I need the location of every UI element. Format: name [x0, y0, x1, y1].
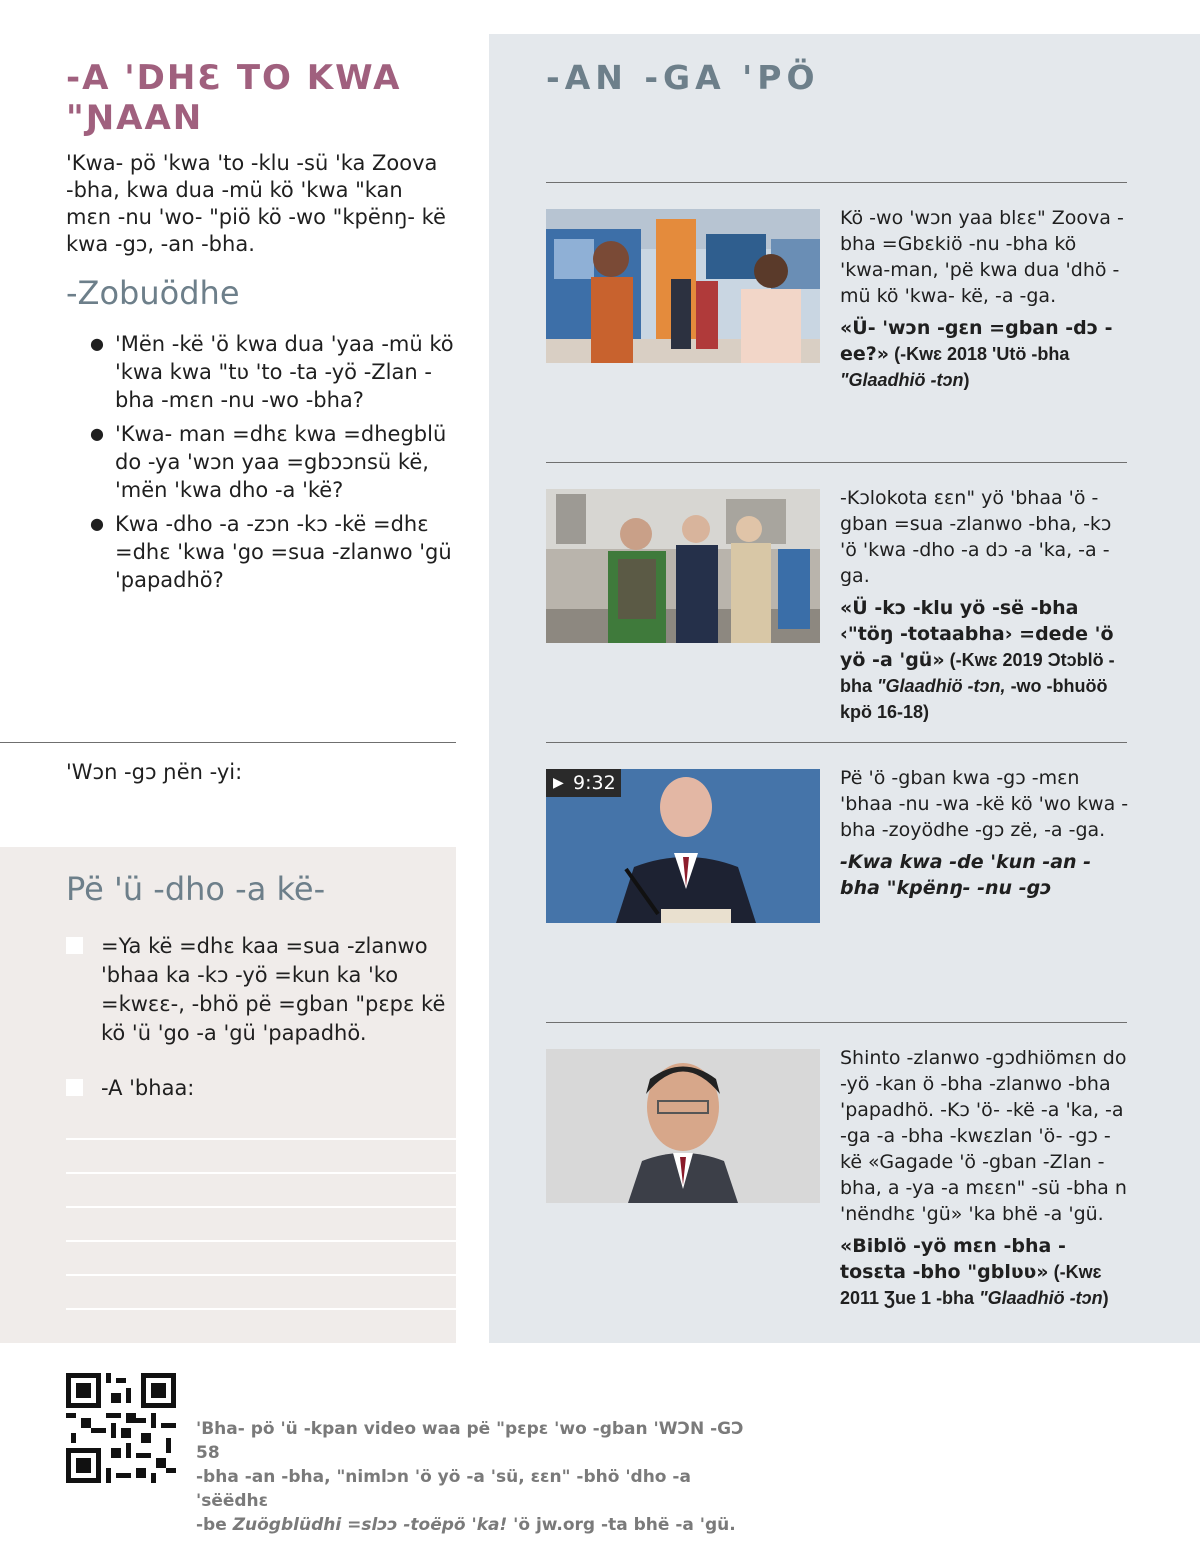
article-title[interactable]: «Biblö -yö mɛn -bha -tosɛta -bho "gblʋʋ» [840, 1235, 1066, 1283]
question-item: ● 'Kwa- man =dhɛ kwa =dhegblü do -ya 'wɔn yaa =gbɔɔnsü kë, 'mën 'kwa dho -a 'kë? [90, 420, 455, 504]
divider [546, 1022, 1127, 1023]
questions-heading: -Zobuödhe [66, 274, 240, 312]
video-description: Pë 'ö -gban kwa -gɔ -mɛn 'bhaa -nu -wa -kë kö 'wo kwa -bha -zoyödhe -gɔ zë, -a -ga. [840, 767, 1129, 841]
article-description: -Kɔlokota ɛɛn" yö 'bhaa 'ö -gban =sua -zlanwo -bha, -kɔ 'ö 'kwa -dho -a dɔ -a 'ka, -a -ga. [840, 487, 1112, 587]
article-title[interactable]: «Ü -kɔ -klu yö -së -bha ‹"töŋ -totaabha› =dede 'ö yö -a 'gü» [840, 597, 1114, 671]
writing-line[interactable] [66, 1274, 456, 1276]
page-title: -A 'DHƐ TO KWA "ƝAAN [66, 58, 402, 138]
article-reference[interactable]: «Biblö -yö mɛn -bha -tosɛta -bho "gblʋʋ» (-Kwɛ 2011 Ʒue 1 -bha "Glaadhiö -tɔn) [840, 1235, 1109, 1308]
article-thumbnail-street[interactable] [546, 489, 820, 643]
video-thumbnail[interactable] [546, 769, 820, 923]
checklist-text: -A 'bhaa: [101, 1076, 195, 1100]
video-title[interactable]: -Kwa kwa -de 'kun -an -bha "kpënŋ- -nu -gɔ [840, 851, 1092, 899]
article-title[interactable]: «Ü- 'wɔn -gɛn =gban -dɔ -ee?» [840, 317, 1113, 365]
qr-code[interactable] [66, 1373, 176, 1483]
question-item: ● Kwa -dho -a -zɔn -kɔ -kë =dhɛ =dhɛ 'kwa 'go =sua -zlanwo 'gü 'papadhö? [90, 510, 455, 594]
checklist-text: =Ya kë =dhɛ kaa =sua -zlanwo 'bhaa ka -kɔ -yö =kun ka 'ko =kwɛɛ-, -bhö pë =gban "pɛpɛ kë kö 'ü 'go -a 'gü 'papadhö. [101, 934, 446, 1045]
article-description: Kö -wo 'wɔn yaa blɛɛ" Zoova -bha =Gbɛkiö -nu -bha kö 'kwa-man, 'pë kwa dua 'dhö -mü kö 'kwa- kë, -a -ga. [840, 207, 1124, 307]
notes-label: 'Wɔn -gɔ ɲën -yi: [66, 760, 243, 784]
article-item [840, 485, 1130, 725]
article-description: Shinto -zlanwo -gɔdhiömɛn do -yö -kan ö -bha -zlanwo -bha 'papadhö. -Kɔ 'ö- -kë -a 'ka, -a -ga -a -bha -kwɛzlan 'ö- -gɔ -kë «Gagade 'ö -gban -Zlan -bha, a -ya -a mɛɛn" -sü -bha n 'nëndhɛ 'gü» 'ka bhë -a 'gü. [840, 1047, 1127, 1225]
writing-line[interactable] [66, 1308, 456, 1310]
intro-paragraph: 'Kwa- pö 'kwa 'to -klu -sü 'ka Zoova -bha, kwa dua -mü kö 'kwa "kan mɛn -nu 'wo- "piö kö -wo "kpënŋ- kë kwa -gɔ, -an -bha. [66, 151, 446, 256]
footer-book-title: Zuögblüdhi =slɔɔ -toëpö 'ka! [232, 1515, 508, 1535]
article-thumbnail-portrait[interactable] [546, 1049, 820, 1203]
article-reference[interactable]: «Ü -kɔ -klu yö -së -bha ‹"töŋ -totaabha› =dede 'ö yö -a 'gü» (-Kwɛ 2019 Ɔtɔblö -bha "Glaadhiö -tɔn, -wo -bhuöö kpö 16-18) [840, 597, 1115, 722]
video-item [840, 765, 1130, 901]
writing-line[interactable] [66, 1138, 456, 1140]
article-reference[interactable]: «Ü- 'wɔn -gɛn =gban -dɔ -ee?» (-Kwɛ 2018 'Utö -bha "Glaadhiö -tɔn) [840, 317, 1113, 390]
video-duration: 9:32 [573, 772, 616, 794]
article-thumbnail-mall[interactable] [546, 209, 820, 363]
questions-list [90, 330, 455, 600]
divider [546, 742, 1127, 743]
video-duration-badge [546, 769, 621, 797]
divider [546, 182, 1127, 183]
writing-line[interactable] [66, 1206, 456, 1208]
writing-line[interactable] [66, 1172, 456, 1174]
play-icon: ▶ [553, 775, 564, 791]
checkbox[interactable] [66, 937, 83, 954]
checklist-item [66, 1074, 451, 1103]
explore-more-heading: -AN -GA 'PÖ [546, 58, 820, 97]
article-item [840, 205, 1130, 393]
divider [0, 742, 456, 743]
article-item [840, 1045, 1130, 1311]
footer-note: 'Bha- pö 'ü -kpan video waa pë "pɛpɛ 'wo -gban 'WƆN -GƆ 58 -bha -an -bha, "nimlɔn 'ö yö -a 'sü, ɛɛn" -bhö 'dho -a 'sëëdhɛ -be Zuögblüdhi =slɔɔ -toëpö 'ka! 'ö jw.org -ta bhë -a 'gü. [196, 1419, 744, 1535]
try-heading: Pë 'ü -dho -a kë- [66, 870, 326, 908]
writing-line[interactable] [66, 1240, 456, 1242]
divider [546, 462, 1127, 463]
question-item: ● 'Mën -kë 'ö kwa dua 'yaa -mü kö 'kwa kwa "tʋ 'to -ta -yö -Zlan -bha -mɛn -nu -wo -bha? [90, 330, 455, 414]
checklist-item [66, 932, 451, 1048]
checkbox[interactable] [66, 1079, 83, 1096]
